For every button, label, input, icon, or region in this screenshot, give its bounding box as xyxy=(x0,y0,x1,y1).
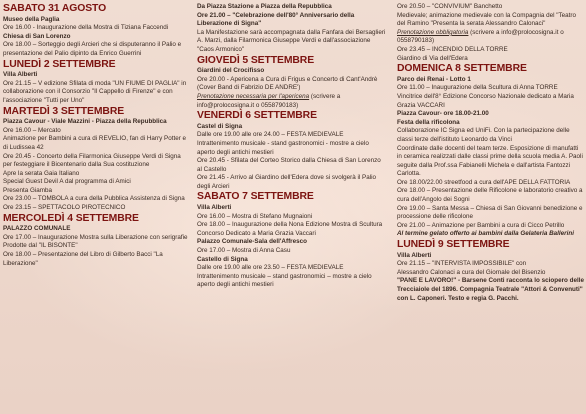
event-line: Ore 18.00/22.00 streetfood a cura dell'APE DELLA FATTORIA xyxy=(397,178,571,186)
event-line: Al termine gelato offerto ai bambini dalla Gelateria Ballerini xyxy=(397,230,574,238)
reservation-note: Prenotazione necessaria per l'apericena xyxy=(197,92,310,100)
event-line: Ore 18.00 – Sorteggio degli Arcieri che si disputeranno il Palio e presentazione del Palio dipinto da Enrico Guerrini xyxy=(3,41,182,57)
event-line: Festa della rificolona xyxy=(397,118,460,126)
day-heading: SABATO 7 SETTEMBRE xyxy=(197,191,314,203)
event-line: Ore 20.45 - Sfilata del Corteo Storico dalla Chiesa di San Lorenzo al Castello xyxy=(197,157,381,173)
event-line: Intrattenimento musicale – stand gastronomici – mostre a cielo aperto degli antichi mestieri xyxy=(197,272,372,289)
contact-info: (scrivere a info@prolocosigna.it o 0558790183) xyxy=(197,92,341,109)
venue: Castello di Signa xyxy=(197,255,248,263)
reservation-note: Prenotazione obbligatoria xyxy=(397,28,469,36)
event-line: Apre la serata Gaia Italiano xyxy=(3,169,80,177)
day-heading: LUNEDÌ 9 SETTEMBRE xyxy=(397,239,510,251)
event-line: Animazione per Bambini a cura di REVELIO, fan di Harry Potter e di Ludissea 42 xyxy=(3,135,187,151)
event-line: Ore 18.00 – Presentazione del Libro di Gilberto Bacci "La Liberazione" xyxy=(3,251,163,267)
event-line: Dalle ore 19.00 alle ore 24.00 – FESTA MEDIEVALE xyxy=(197,131,344,139)
event-line: Ore 20.00 - Apericena a Cura di Frigus e Concerto di Cant'Andrè (Cover Band di Fabrizio DE ANDRE') xyxy=(197,75,378,92)
event-line xyxy=(197,93,387,110)
venue: Villa Alberti xyxy=(3,71,38,79)
venue: PALAZZO COMUNALE xyxy=(3,225,71,233)
event-line: Ore 23.00 – TOMBOLA a cura della Pubblica Assistenza di Signa xyxy=(3,195,185,203)
event-line: Ore 20.45 - Concerto della Filarmonica Giuseppe Verdi di Signa per festeggiare il Bicentenario dalla Sua costituzione xyxy=(3,152,181,169)
event-line: Intrattenimento musicale - stand gastronomici - mostre a cielo aperto degli antichi mestieri xyxy=(197,139,369,156)
event-line: Ore 20.50 – "CONVIVIUM" Banchetto xyxy=(397,3,503,10)
event-line: Alessandro Calonaci a cura del Giornale del Bisenzio xyxy=(397,268,546,276)
event-line: Medievale; animazione medievale con la Compagnia del "Teatro del Ramino "Presenta la serata Alessandro Calonaci" xyxy=(397,11,576,28)
event-line: Ore 21.15 – "INTERVISTA IMPOSSIBILE" con xyxy=(397,260,527,268)
event-line: Ore 18.00 – Inaugurazione della Nona Edizione Mostra di Scultura Concorso Dedicato a Maria Grazia Vaccari xyxy=(197,221,383,237)
event-line: La Manifestazione sarà accompagnata dalla Fanfara dei Bersaglieri A. Marzi, dalla Filarmonica Giuseppe Verdi e dall'associazione "Caos Armonico" xyxy=(197,28,386,53)
day-heading: MERCOLEDÌ 4 SETTEMBRE xyxy=(3,212,139,224)
venue: Da Piazza Stazione a Piazza della Repubblica xyxy=(197,3,332,10)
column-right xyxy=(397,3,584,414)
venue: Parco dei Renai - Lotto 1 xyxy=(397,75,471,83)
event-line: "PANE E LAVORO!" - Barsene Conti racconta lo sciopero delle Trecciaiole del 1896. Compagnia Teatrale "Attori & Convenuti" con L. Caponeri. Testo e regia G. Pacchi. xyxy=(397,277,584,302)
event-line: Ore 21.00 – "Celebrazione dell'80° Anniversario della Liberazione di Signa" xyxy=(197,11,355,28)
day-heading: VENERDÌ 6 SETTEMBRE xyxy=(197,110,317,122)
event-line xyxy=(397,29,584,46)
event-line: Ore 16.00 – Mostra di Stefano Mugnaioni xyxy=(197,212,313,220)
event-line: Collaborazione IC Signa ed UniFi. Con la partecipazione delle classi terze dell'istituto Leonardo da Vinci xyxy=(397,127,570,143)
event-line: Ore 23.45 – INCENDIO DELLA TORRE xyxy=(397,45,508,53)
event-line: Ore 17.00 – Mostra di Anna Casu xyxy=(197,247,291,255)
venue: Giardini del Crocifisso xyxy=(197,67,265,75)
day-heading: SABATO 31 AGOSTO xyxy=(3,3,107,14)
venue: Chiesa di San Lorenzo xyxy=(3,32,71,40)
event-line: Ore 16.00 – Mercato xyxy=(3,126,61,134)
event-line: Ore 16.00 - Inaugurazione della Mostra di Tiziana Faccendi xyxy=(3,24,169,32)
event-line: Ore 21.15 – V edizione Sfilata di moda "UN FIUME DI PAGLIA" in collaborazione con il Consorzio "Il Cappello di Firenze" e con l'associazione "Tutti per Uno" xyxy=(3,79,187,104)
event-line: Ore 11.00 – Inaugurazione della Scultura di Anna TORRE Vincitrice dell'8° Edizione Concorso Nazionale dedicato a Maria Grazia VACCARI xyxy=(397,84,574,109)
column-middle xyxy=(197,3,387,414)
venue: Museo della Paglia xyxy=(3,15,60,23)
event-line: Presenta Giamba xyxy=(3,186,53,194)
event-line: Ore 18.00 – Presentazione delle Rificolone e laboratorio creativo a cura dell'Angolo dei Sogni xyxy=(397,187,583,204)
day-heading: LUNEDÌ 2 SETTEMBRE xyxy=(3,58,116,70)
column-left xyxy=(3,3,189,414)
venue: Villa Alberti xyxy=(397,251,432,259)
day-heading: GIOVEDÌ 5 SETTEMBRE xyxy=(197,54,315,66)
event-line: Ore 21.45 - Arrivo al Giardino dell'Edera dove si svolgerà il Palio degli Arcieri xyxy=(197,174,377,190)
event-line: Coordinate dalle docenti del team terze. Esposizione di manufatti in ceramica realizzati dalle classi prime della scuola media A. Paoli seguite dalla Prof.ssa Fabianelli Michela e dall'artista Fantozzi Carlotta. xyxy=(397,144,583,178)
venue: Piazza Cavour - Viale Mazzini - Piazza della Repubblica xyxy=(3,118,167,126)
event-line: Ore 19.00 – Santa Messa – Chiesa di San Giovanni benedizione e processione delle rificolone xyxy=(397,204,583,221)
day-heading: MARTEDÌ 3 SETTEMBRE xyxy=(3,105,125,117)
contact-info: (scrivere a info@prolocosigna.it o 0558790183) xyxy=(397,28,564,45)
event-line: Ore 21.00 – Animazione per Bambini a cura di Cicco Petrillo xyxy=(397,221,565,229)
venue: Palazzo Comunale-Sala dell'Affresco xyxy=(197,238,307,246)
event-line: Ore 23.15 – SPETTACOLO PIROTECNICO xyxy=(3,204,126,212)
event-line: Dalle ore 19.00 alle ore 23.50 – FESTA MEDIEVALE xyxy=(197,264,344,272)
event-line: Special Guest Devil A dal programma di Amici xyxy=(3,178,131,186)
day-heading: DOMENICA 8 SETTEMBRE xyxy=(397,63,527,75)
venue: Piazza Cavour- ore 18.00-21.00 xyxy=(397,110,489,118)
venue: Castel di Signa xyxy=(197,122,243,130)
venue: Villa Alberti xyxy=(197,204,232,212)
event-line: Ore 17.00 – Inaugurazione Mostra sulla Liberazione con serigrafie Prodotte dal "IL BISONTE" xyxy=(3,233,188,250)
event-line: Giardino di Via dell'Edera xyxy=(397,54,468,62)
